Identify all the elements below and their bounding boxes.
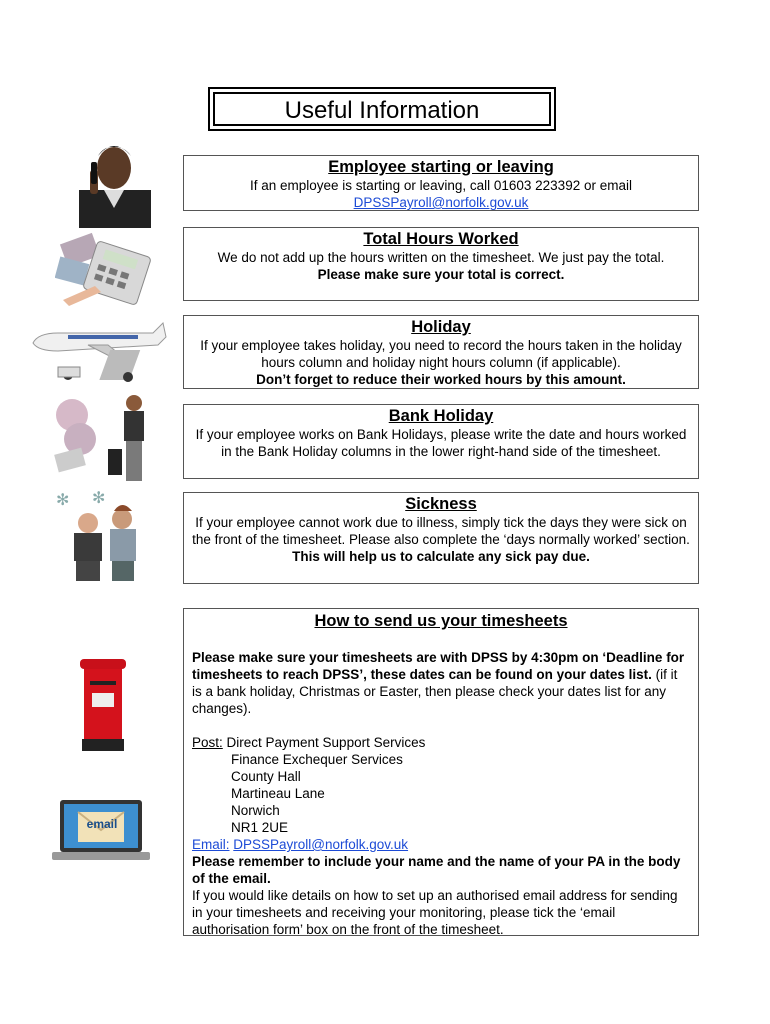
money-traveller-icon	[50, 393, 154, 489]
section-holiday	[183, 315, 699, 389]
address-line: NR1 2UE	[231, 820, 289, 835]
section-send	[183, 608, 699, 936]
email-link[interactable]: DPSSPayroll@norfolk.gov.uk	[353, 195, 529, 210]
section-heading: Bank Holiday	[388, 407, 494, 425]
laptop-email-icon	[52, 800, 150, 862]
section-heading: Sickness	[405, 495, 477, 513]
sick-people-icon	[52, 487, 152, 583]
post-line	[192, 734, 690, 751]
envelope-label: email	[86, 817, 118, 831]
section-text: If an employee is starting or leaving, call 01603 223392 or email	[250, 178, 632, 193]
calculator-money-icon	[55, 230, 153, 308]
section-bold-note: Don’t forget to reduce their worked hours by this amount.	[256, 372, 626, 387]
email-link[interactable]: DPSSPayroll@norfolk.gov.uk	[233, 837, 409, 852]
section-bold-note: This will help us to calculate any sick pay due.	[292, 549, 590, 564]
section-heading: Total Hours Worked	[363, 230, 519, 248]
post-label: Post:	[192, 735, 223, 750]
section-text: If your employee cannot work due to illness, simply tick the days they were sick on the front of the timesheet. Please also complete the ‘days normally worked’ section.	[192, 515, 690, 547]
section-heading: How to send us your timesheets	[314, 612, 568, 630]
authorisation-text: If you would like details on how to set up an authorised email address for sending in your timesheets and receiving your monitoring, please tick the ‘email authorisation form’ box on the front of the timesheet.	[192, 888, 678, 937]
section-heading: Employee starting or leaving	[328, 158, 554, 176]
airplane-icon	[28, 315, 168, 387]
section-bank-holiday	[183, 404, 699, 479]
svg-text:✻: ✻	[56, 492, 70, 509]
email-label: Email:	[192, 837, 230, 852]
section-text: We do not add up the hours written on the timesheet. We just pay the total.	[217, 250, 665, 265]
title-frame	[208, 87, 556, 131]
postbox-icon	[78, 655, 128, 753]
address-line: Finance Exchequer Services	[231, 752, 403, 767]
section-text: If your employee works on Bank Holidays, please write the date and hours worked in the Bank Holiday columns in the lower right-hand side of the timesheet.	[195, 427, 687, 459]
section-sickness	[183, 492, 699, 584]
section-bold-note: Please make sure your total is correct.	[317, 267, 565, 282]
section-starting	[183, 155, 699, 211]
address-line: Martineau Lane	[231, 786, 325, 801]
address-line: Norwich	[231, 803, 280, 818]
post-first-line: Direct Payment Support Services	[222, 735, 426, 750]
email-line	[192, 836, 690, 853]
svg-text:✻: ✻	[92, 490, 106, 507]
section-heading: Holiday	[411, 318, 471, 336]
section-hours	[183, 227, 699, 301]
address-line: County Hall	[231, 769, 301, 784]
remember-note: Please remember to include your name and the name of your PA in the body of the email.	[192, 854, 681, 886]
deadline-paragraph	[192, 649, 690, 717]
page-title: Useful Information	[213, 92, 551, 126]
section-text: If your employee takes holiday, you need to record the hours taken in the holiday hours column and holiday night hours column (if applicable).	[200, 338, 682, 370]
deadline-bold: Please make sure your timesheets are with DPSS by 4:30pm on ‘Deadline for timesheets to reach DPSS’, these dates can be found on your dates list.	[192, 650, 685, 682]
person-phone-icon	[74, 138, 154, 228]
deadline-rest: (if it is a bank holiday, Christmas or Easter, then please check your dates list for any changes).	[192, 667, 678, 716]
